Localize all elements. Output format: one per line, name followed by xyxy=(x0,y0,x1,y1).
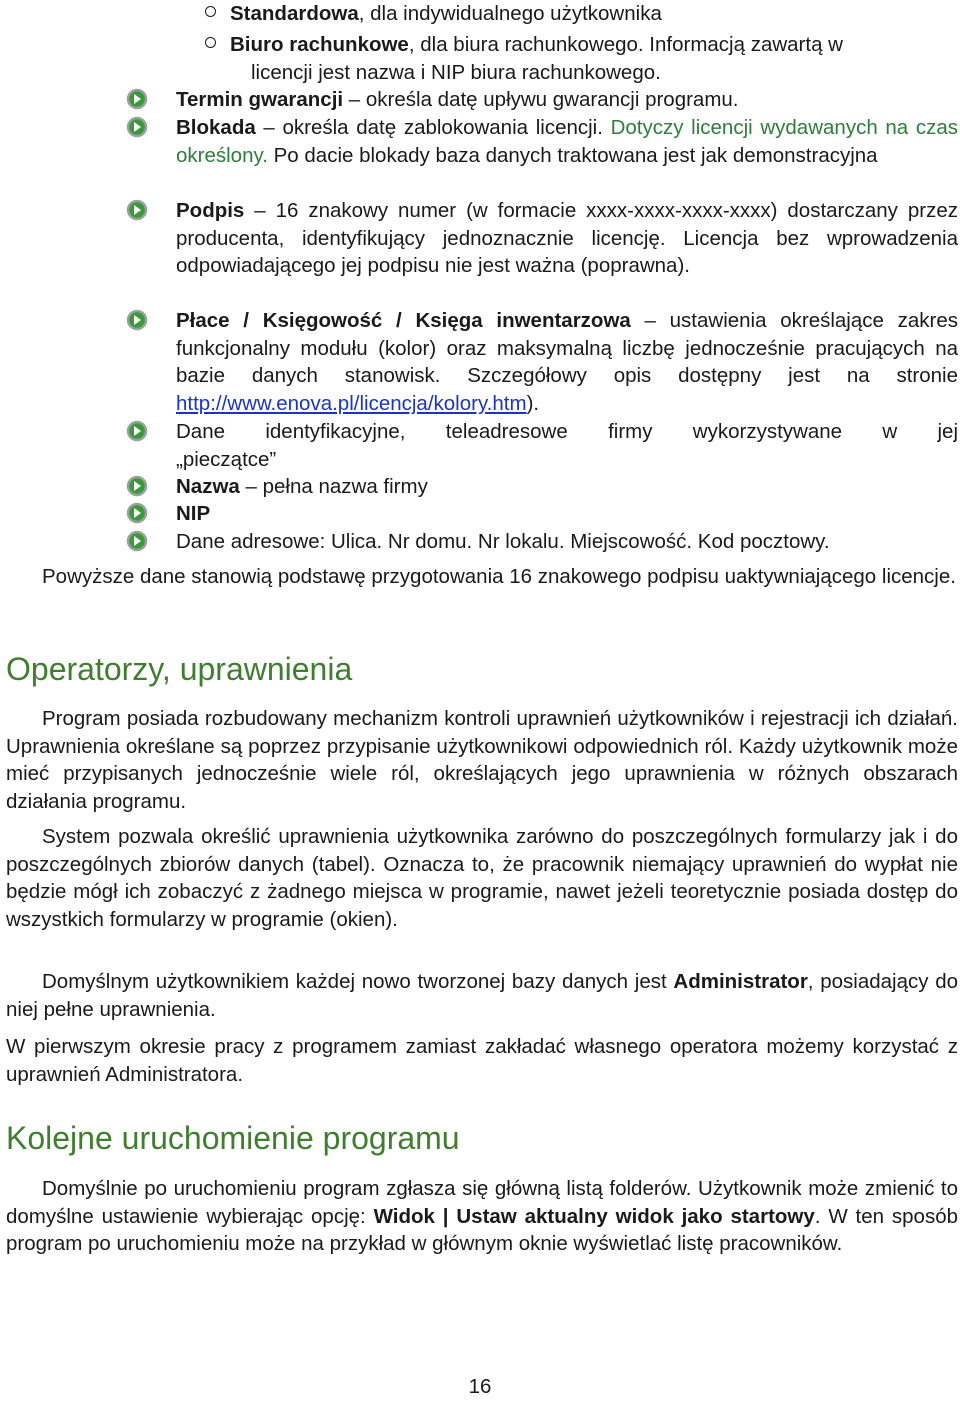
bullet-item-adres: Dane adresowe: Ulica. Nr domu. Nr lokalu. Miejscowość. Kod pocztowy. xyxy=(176,528,958,556)
dane-line1: Dane identyfikacyjne, teleadresowe firmy wykorzystywane w jej xyxy=(176,420,958,443)
sub-item-text: , dla indywidualnego użytkownika xyxy=(358,2,662,25)
section2-paragraph-1: Domyślnie po uruchomieniu program zgłasza się główną listą folderów. Użytkownik może zmienić to domyślne ustawienie wybierając opcję: Widok | Ustaw aktualny widok jako startowy. W ten sposób program po uruchomieniu może na przykład w głównym oknie wyświetlać listę pracowników. xyxy=(6,1177,958,1256)
green-circle-arrow-icon xyxy=(126,88,148,110)
section-heading-operatorzy: Operatorzy, uprawnienia xyxy=(6,651,353,687)
green-circle-arrow-icon xyxy=(126,420,148,442)
bullet-item-dane xyxy=(176,418,958,473)
sub-item-bold: Biuro rachunkowe xyxy=(230,33,409,56)
section1-paragraph-4: W pierwszym okresie pracy z programem zamiast zakładać własnego operatora możemy korzystać z uprawnień Administratora. xyxy=(6,1035,958,1086)
bullet-item-nazwa: Nazwa – pełna nazwa firmy xyxy=(176,473,958,501)
sub-item-text: , dla biura rachunkowego. Informacją zawartą w xyxy=(408,33,843,56)
sub-item-continuation: licencji jest nazwa i NIP biura rachunkowego. xyxy=(251,60,661,84)
section-heading-kolejne: Kolejne uruchomienie programu xyxy=(6,1120,460,1156)
section1-paragraph-2: System pozwala określić uprawnienia użytkownika zarówno do poszczególnych formularzy jak i do poszczególnych zbiorów danych (tabel). Oznacza to, że pracownik niemający uprawnień do wypłat nie będzie mógł ich zobaczyć z żadnego miejsca w programie, nawet jeżeli teoretycznie posiada dostęp do wszystkich formularzy w programie (okien). xyxy=(6,825,958,931)
sub-list-item-biuro xyxy=(205,31,957,86)
summary-paragraph: Powyższe dane stanowią podstawę przygotowania 16 znakowego podpisu uaktywniającego licencje. xyxy=(42,565,956,588)
hollow-circle-icon xyxy=(205,6,216,17)
bullet-item-nip: NIP xyxy=(176,500,958,528)
bullet-item-termin: Termin gwarancji – określa datę upływu gwarancji programu. xyxy=(176,86,958,114)
green-circle-arrow-icon xyxy=(126,199,148,221)
hollow-circle-icon xyxy=(205,37,216,48)
sub-list-item-standard xyxy=(205,0,957,28)
green-circle-arrow-icon xyxy=(126,116,148,138)
section1-paragraph-3: Domyślnym użytkownikiem każdej nowo tworzonej bazy danych jest Administrator, posiadający do niej pełne uprawnienia. xyxy=(6,970,958,1021)
page-number: 16 xyxy=(468,1375,492,1398)
green-circle-arrow-icon xyxy=(126,530,148,552)
dane-line2: „pieczątce” xyxy=(176,447,277,471)
licence-colors-link[interactable]: http://www.enova.pl/licencja/kolory.htm xyxy=(176,391,527,415)
bullet-item-blokada: Blokada – określa datę zablokowania licencji. Dotyczy licencji wydawanych na czas określony. Po dacie blokady baza danych traktowana jest jak demonstracyjna xyxy=(176,114,958,169)
section1-paragraph-1: Program posiada rozbudowany mechanizm kontroli uprawnień użytkowników i rejestracji ich działań. Uprawnienia określane są poprzez przypisanie użytkownikowi odpowiednich ról. Każdy użytkownik może mieć przypisanych jednocześnie wiele ról, określających jego uprawnienia w różnych obszarach działania programu. xyxy=(6,707,958,813)
green-circle-arrow-icon xyxy=(126,502,148,524)
sub-item-bold: Standardowa xyxy=(230,2,359,25)
bullet-item-place: Płace / Księgowość / Księga inwentarzowa – ustawienia określające zakres funkcjonalny modułu (kolor) oraz maksymalną liczbę jednocześnie pracujących na bazie danych stanowisk. Szczegółowy opis dostępny jest na stronie http://www.enova.pl/licencja/kolory.htm). xyxy=(176,307,958,417)
green-circle-arrow-icon xyxy=(126,475,148,497)
bullet-item-podpis: Podpis – 16 znakowy numer (w formacie xxxx-xxxx-xxxx-xxxx) dostarczany przez producenta, identyfikujący jednoznacznie licencję. Licencja bez wprowadzenia odpowiadającego jej podpisu nie jest ważna (poprawna). xyxy=(176,197,958,280)
green-circle-arrow-icon xyxy=(126,309,148,331)
